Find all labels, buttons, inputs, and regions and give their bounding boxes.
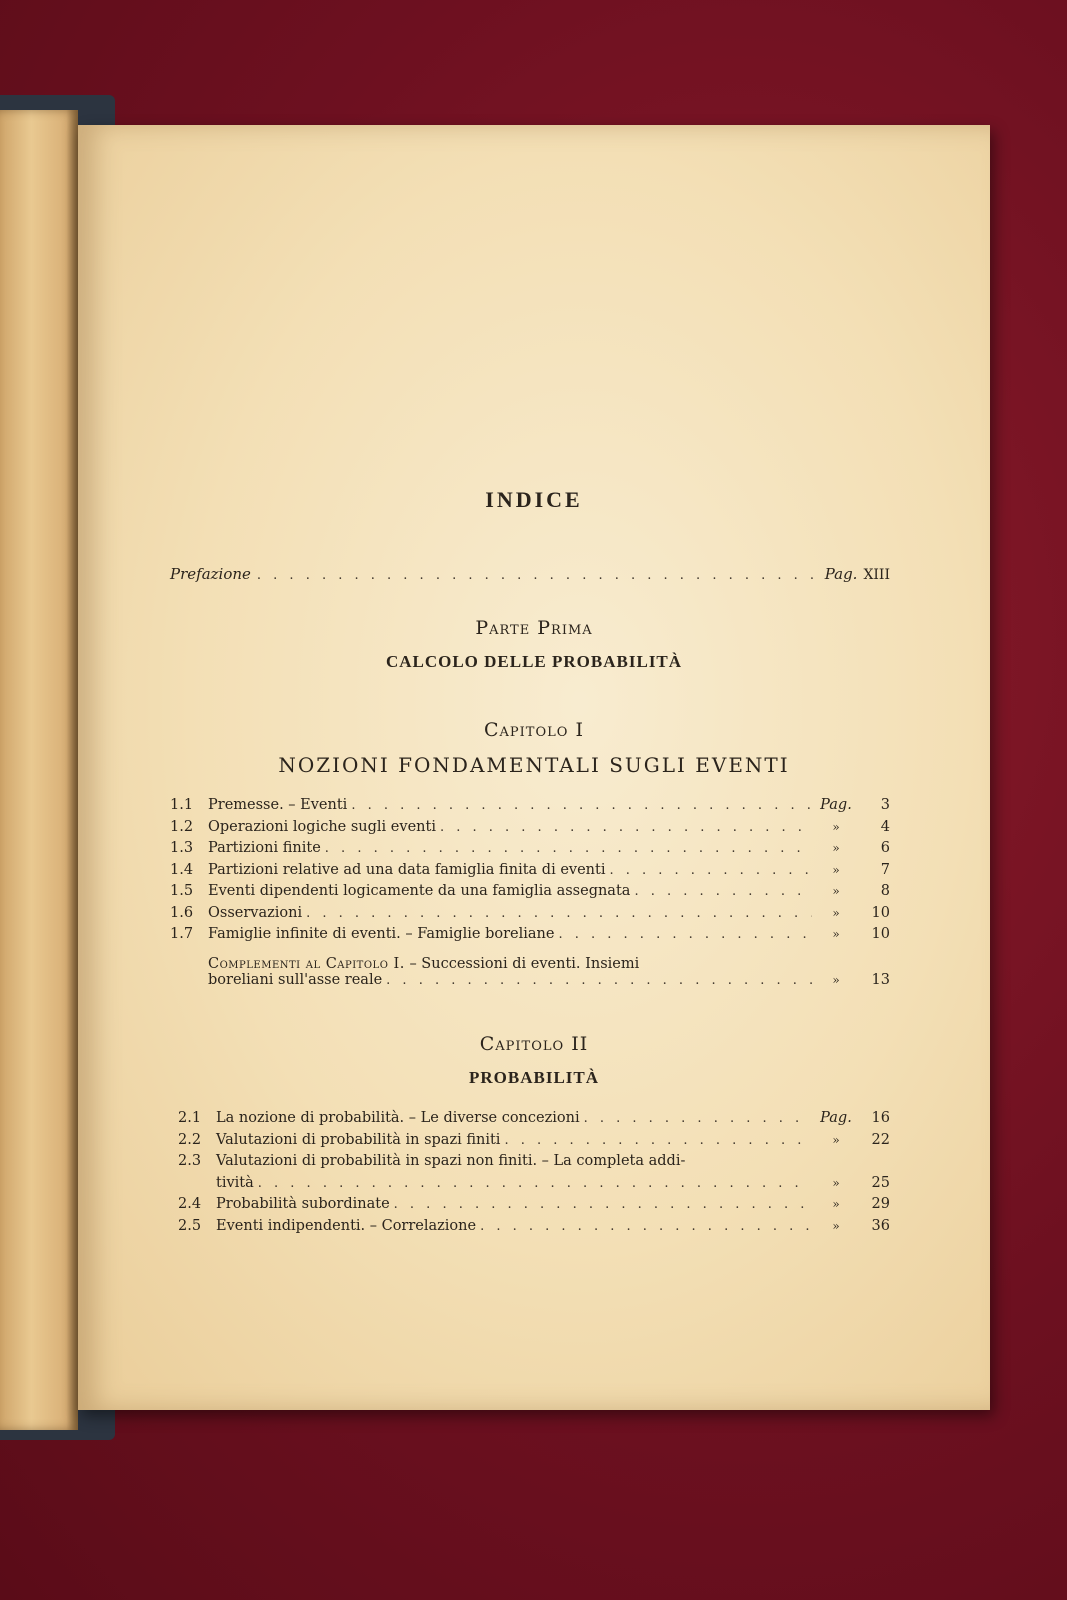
index-title: INDICE	[485, 487, 583, 512]
toc-entry: 1.3 Partizioni finite . . . » 6	[170, 840, 890, 862]
preface-label: Prefazione	[170, 565, 251, 583]
chapter-1-title: NOZIONI FONDAMENTALI SUGLI EVENTI	[278, 753, 790, 777]
toc-entry: 2.2 Valutazioni di probabilità in spazi finiti . . . » 22	[178, 1132, 890, 1154]
chapter-2-label: Capitolo II	[479, 1033, 589, 1055]
chapter-1-label: Capitolo I	[484, 719, 584, 741]
toc-entry: 1.4 Partizioni relative ad una data famiglia finita di eventi . . . » 7	[170, 862, 890, 884]
toc-entry: 2.4 Probabilità subordinate . . . » 29	[178, 1196, 890, 1218]
toc-entry: 1.6 Osservazioni . . . » 10	[170, 905, 890, 927]
chapter-2-title: PROBABILITÀ	[468, 1068, 600, 1087]
toc-entry: 2.1 La nozione di probabilità. – Le diverse concezioni . . . Pag. 16	[178, 1110, 890, 1132]
chapter-1-entries	[170, 797, 890, 993]
preface-page: Pag. XIII	[824, 565, 890, 583]
toc-entry: 2.5 Eventi indipendenti. – Correlazione . . . » 36	[178, 1218, 890, 1240]
book-page	[78, 125, 990, 1410]
toc-entry: 1.2 Operazioni logiche sugli eventi . . . » 4	[170, 819, 890, 841]
dot-leader	[257, 568, 819, 583]
toc-entry: 1.1 Premesse. – Eventi . . . Pag. 3	[170, 797, 890, 819]
part-label: Parte Prima	[475, 617, 593, 639]
toc-entry: 1.7 Famiglie infinite di eventi. – Famiglie boreliane . . . » 10	[170, 926, 890, 948]
toc-entry: 2.3 Valutazioni di probabilità in spazi non finiti. – La completa addi- tività . . . » 25	[178, 1153, 890, 1196]
chapter-2-entries	[178, 1110, 890, 1239]
preface-entry	[170, 565, 890, 589]
left-page-edge	[0, 110, 78, 1430]
toc-entry: 1.5 Eventi dipendenti logicamente da una famiglia assegnata . . . » 8	[170, 883, 890, 905]
part-title: CALCOLO DELLE PROBABILITÀ	[385, 652, 683, 671]
chapter-1-complements: Complementi al Capitolo I. – Successioni di eventi. Insiemi boreliani sull'asse reale . . . » 13	[208, 956, 890, 994]
